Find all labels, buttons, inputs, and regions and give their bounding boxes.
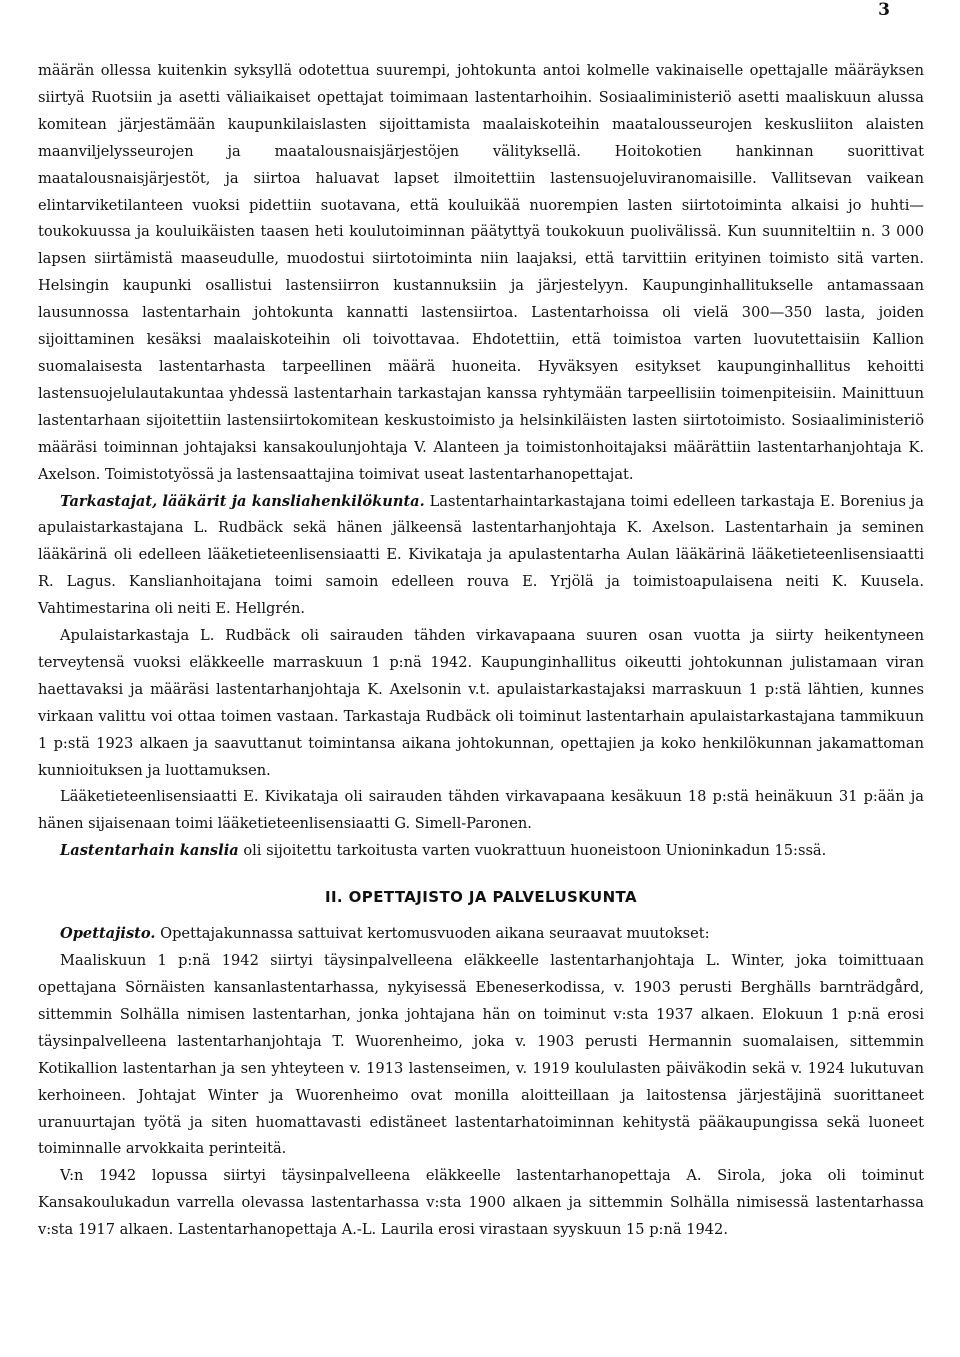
- section-heading: II. OPETTAJISTO JA PALVELUSKUNTA: [324, 888, 638, 907]
- paragraph-rudback: Apulaistarkastaja L. Rudbäck oli sairauden tähden virkavapaana suuren osan vuotta ja siirty heikentyneen terveytensä vuoksi eläkkeelle marraskuun 1 p:nä 1942. Kaupunginhallitus oikeutti johtokunnan julistamaan viran haettavaksi ja määräsi lastentarhanjohtaja K. Axelsonin v.t. apulaistarkastajaksi marraskuun 1 p:stä lähtien, kunnes virkaan valittu voi ottaa toimen vastaan. Tarkastaja Rudbäck oli toiminut lastentarhain apulaistarkastajana tammikuun 1 p:stä 1923 alkaen ja saavuttanut toimintansa aikana johtokunnan, opettajien ja koko henkilökunnan jakamattoman kunnioituksen ja luottamuksen.: [38, 627, 924, 779]
- paragraph-kanslia: [38, 838, 924, 865]
- section-lead-opettajisto: Opettajisto.: [60, 925, 156, 943]
- section-lead-kanslia: Lastentarhain kanslia: [60, 842, 239, 860]
- document-body: [38, 58, 924, 1244]
- paragraph-tarkastajat: [38, 489, 924, 624]
- paragraph-opettajisto: [38, 921, 924, 948]
- paragraph-text: Opettajakunnassa sattuivat kertomusvuoden aikana seuraavat muutokset:: [155, 925, 710, 943]
- paragraph-winter-wuorenheimo: Maaliskuun 1 p:nä 1942 siirtyi täysinpalvelleena eläkkeelle lastentarhanjohtaja L. Winter, joka toimittuaan opettajana Sörnäisten kansanlastentarhassa, nykyisessä Ebeneserkodissa, v. 1903 perusti Berghälls barnträdgård, sittemmin Solhälla nimisen lastentarhan, jonka johtajana hän on toiminut v:sta 1937 alkaen. Elokuun 1 p:nä erosi täysinpalvelleena lastentarhanjohtaja T. Wuorenheimo, joka v. 1903 perusti Hermannin suomalaisen, sittemmin Kotikallion lastentarhan ja sen yhteyteen v. 1913 lastenseimen, v. 1919 koululasten päiväkodin sekä v. 1924 lukutuvan kerhoineen. Johtajat Winter ja Wuorenheimo ovat monilla aloitteillaan ja laitostensa järjestäjinä suorittaneet uranuurtajan työtä ja siten huomattavasti edistäneet lastentarhatoiminnan kehitystä pääkaupungissa sekä luoneet toiminnalle arvokkaita perinteitä.: [38, 952, 924, 1158]
- page-number: 3: [878, 0, 890, 20]
- section-lead-tarkastajat: Tarkastajat, lääkärit ja kansliahenkilökunta.: [60, 492, 425, 510]
- paragraph-text: oli sijoitettu tarkoitusta varten vuokrattuun huoneistoon Unioninkadun 15:ssä.: [238, 842, 827, 860]
- paragraph-kivikataja: Lääketieteenlisensiaatti E. Kivikataja oli sairauden tähden virkavapaana kesäkuun 18 p:stä heinäkuun 31 p:ään ja hänen sijaisenaan toimi lääketieteenlisensiaatti G. Simell-Paronen.: [38, 788, 924, 833]
- paragraph-lastensiirto: määrän ollessa kuitenkin syksyllä odotettua suurempi, johtokunta antoi kolmelle vakinaiselle opettajalle määräyksen siirtyä Ruotsiin ja asetti väliaikaiset opettajat toimimaan lastentarhoihin. Sosiaaliministeriö asetti maaliskuun alussa komitean järjestämään kaupunkilaislasten sijoittamista maalaiskoteihin maatalousseurojen keskusliiton alaisten maanviljelysseurojen ja maatalousnaisjärjestöjen välityksellä. Hoitokotien hankinnan suorittivat maatalousnaisjärjestöt, ja siirtoa haluavat lapset ilmoitettiin lastensuojeluviranomaisille. Vallitsevan vaikean elintarviketilanteen vuoksi pidettiin suotavana, että kouluikää nuorempien lasten siirtotoiminta alkaisi jo huhti—toukokuussa ja kouluikäisten taasen heti koulutoiminnan päätyttyä toukokuun puolivälissä. Kun suunniteltiin n. 3 000 lapsen siirtämistä maaseudulle, muodostui siirtotoiminta niin laajaksi, että tarvittiin erityinen toimisto sitä varten. Helsingin kaupunki osallistui lastensiirron kustannuksiin ja järjestelyyn. Kaupunginhallitukselle antamassaan lausunnossa lastentarhain johtokunta kannatti lastensiirtoa. Lastentarhoissa oli vielä 300—350 lasta, joiden sijoittaminen kesäksi maalaiskoteihin oli toivottavaa. Ehdotettiin, että toimistoa varten luovutettaisiin Kallion suomalaisesta lastentarhasta tarpeellinen määrä huoneita. Hyväksyen esitykset kaupunginhallitus kehoitti lastensuojelulautakuntaa yhdessä lastentarhain tarkastajan kanssa ryhtymään tarpeellisiin toimenpiteisiin. Mainittuun lastentarhaan sijoitettiin lastensiirtokomitean keskustoimisto ja helsinkiläisten lasten siirtotoimisto. Sosiaaliministeriö määräsi toiminnan johtajaksi kansakoulunjohtaja V. Alanteen ja toimistonhoitajaksi määrättiin lastentarhanjohtaja K. Axelson. Toimistotyössä ja lastensaattajina toimivat useat lastentarhanopettajat.: [38, 62, 924, 483]
- paragraph-text: Lastentarhaintarkastajana toimi edelleen tarkastaja E. Borenius ja apulaistarkastajana L. Rudbäck sekä hänen jälkeensä lastentarhanjohtaja K. Axelson. Lastentarhain ja seminen lääkärinä oli edelleen lääketieteenlisensiaatti E. Kivikataja ja apulastentarha Aulan lääkärinä lääketieteenlisensiaatti R. Lagus. Kanslianhoitajana toimi samoin edelleen rouva E. Yrjölä ja toimistoapulaisena neiti K. Kuusela. Vahtimestarina oli neiti E. Hellgrén.: [38, 492, 925, 618]
- paragraph-sirola-laurila: V:n 1942 lopussa siirtyi täysinpalvelleena eläkkeelle lastentarhanopettaja A. Sirola, joka oli toiminut Kansakoulukadun varrella olevassa lastentarhassa v:sta 1900 alkaen ja sittemmin Solhälla nimisessä lastentarhassa v:sta 1917 alkaen. Lastentarhanopettaja A.-L. Laurila erosi virastaan syyskuun 15 p:nä 1942.: [38, 1167, 924, 1239]
